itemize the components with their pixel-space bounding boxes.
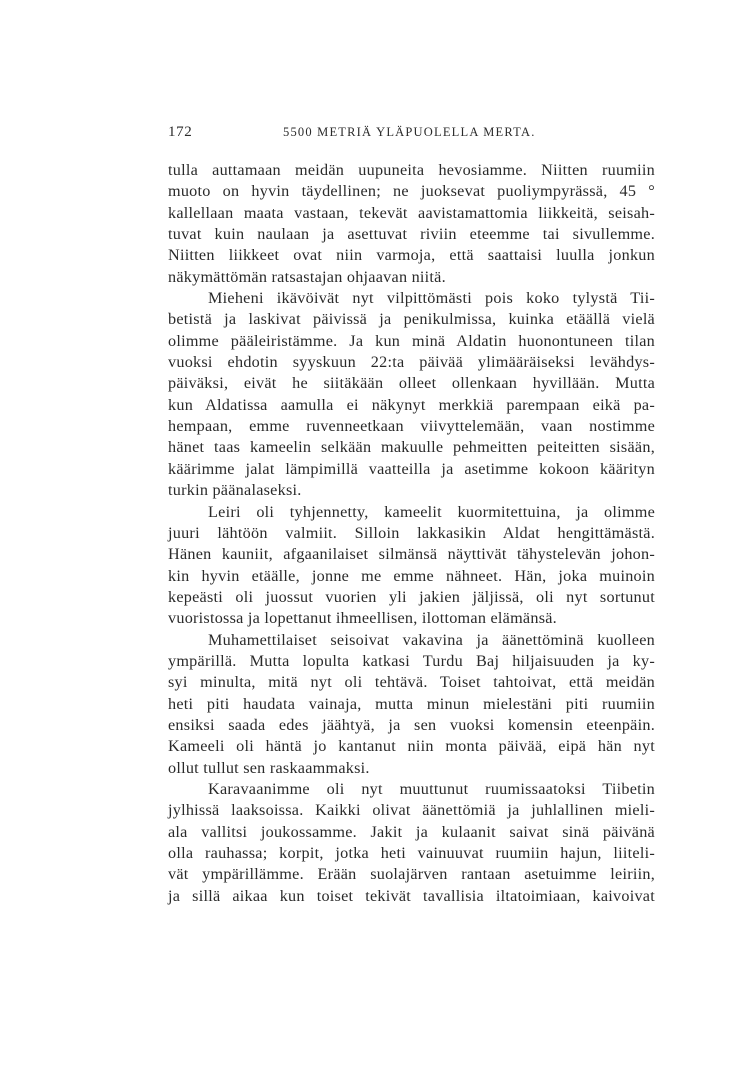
- text-line: päiväksi, eivät he siitäkään olleet ollenkaan hyvillään. Mutta: [168, 374, 655, 393]
- text-line: muoto on hyvin täydellinen; ne juoksevat puoliympyrässä, 45 °: [168, 182, 655, 201]
- text-line: näkymättömän ratsastajan ohjaavan niitä.: [168, 267, 446, 286]
- text-line: käärimme jalat lämpimillä vaatteilla ja asetimme kokoon käärityn: [168, 459, 655, 478]
- text-line: hempaan, emme ruvenneetkaan viivyttelemään, vaan nostimme: [168, 417, 655, 436]
- text-line: kun Aldatissa aamulla ei näkynyt merkkiä parempaan eikä pa-: [168, 395, 655, 414]
- text-line: vät ympärillämme. Erään suolajärven rantaan asetuimme leiriin,: [168, 865, 655, 884]
- page-header: [168, 124, 653, 146]
- text-line: juuri lähtöön valmiit. Silloin lakkasikin Aldat hengittämästä.: [168, 523, 655, 542]
- body-text: [168, 160, 655, 907]
- text-line: Karavaanimme oli nyt muuttunut ruumissaatoksi Tiibetin: [208, 779, 655, 798]
- text-line: hänet taas kameelin selkään makuulle pehmeitten peiteitten sisään,: [168, 438, 655, 457]
- text-line: olla rauhassa; korpit, jotka heti vainuuvat ruumiin hajun, liiteli-: [168, 844, 655, 862]
- text-line: Hänen kauniit, afgaanilaiset silmänsä näyttivät tähystelevän johon-: [168, 545, 655, 564]
- text-line: Muhamettilaiset seisoivat vakavina ja äänettöminä kuolleen: [208, 630, 655, 649]
- text-line: kallellaan maata vastaan, tekevät aavistamattomia liikkeitä, seisah-: [168, 203, 655, 222]
- text-line: Leiri oli tyhjennetty, kameelit kuormitettuina, ja olimme: [208, 502, 655, 521]
- text-line: ja sillä aikaa kun toiset tekivät tavallisia iltatoimiaan, kaivoivat: [168, 886, 655, 905]
- text-line: turkin päänalaseksi.: [168, 481, 302, 500]
- running-title: 5500 METRIÄ YLÄPUOLELLA MERTA.: [283, 125, 536, 139]
- text-line: syi minulta, mitä nyt oli tehtävä. Toiset tahtoivat, että meidän: [168, 673, 655, 692]
- text-line: kepeästi oli juossut vuorien yli jakien jäljissä, oli nyt sortunut: [168, 587, 655, 606]
- text-line: kin hyvin etäälle, jonne me emme nähneet. Hän, joka muinoin: [168, 566, 655, 585]
- text-line: Kameeli oli häntä jo kantanut niin monta päivää, eipä hän nyt: [168, 737, 655, 756]
- text-line: tuvat kuin naulaan ja asettuvat riviin eteemme tai sivullemme.: [168, 225, 655, 244]
- text-line: tulla auttamaan meidän uupuneita hevosiamme. Niitten ruumiin: [168, 161, 655, 179]
- text-line: betistä ja laskivat päivissä ja penikulmissa, kuinka etäällä vielä: [168, 310, 655, 329]
- text-line: ympärillä. Mutta lopulta katkasi Turdu Baj hiljaisuuden ja ky-: [168, 651, 655, 670]
- text-line: heti piti haudata vainaja, mutta minun mielestäni piti ruumiin: [168, 694, 655, 713]
- page-number: 172: [168, 124, 193, 140]
- text-line: ala vallitsi joukossamme. Jakit ja kulaanit saivat sinä päivänä: [168, 822, 655, 841]
- text-line: jylhissä laaksoissa. Kaikki olivat äänettömiä ja juhlallinen mieli-: [168, 801, 655, 820]
- text-line: ollut tullut sen raskaammaksi.: [168, 758, 370, 777]
- text-line: ensiksi saada edes jäähtyä, ja sen vuoksi komensin eteenpäin.: [168, 715, 655, 734]
- text-line: olimme pääleiristämme. Ja kun minä Aldatin huonontuneen tilan: [168, 331, 655, 350]
- text-line: vuoksi ehdotin syyskuun 22:ta päivää ylimääräiseksi levähdys-: [168, 353, 655, 372]
- text-line: Niitten liikkeet ovat niin varmoja, että saattaisi luulla jonkun: [168, 246, 655, 265]
- text-line: vuoristossa ja lopettanut ihmeellisen, ilottoman elämänsä.: [168, 609, 557, 628]
- text-line: Mieheni ikävöivät nyt vilpittömästi pois koko tylystä Tii-: [208, 289, 655, 308]
